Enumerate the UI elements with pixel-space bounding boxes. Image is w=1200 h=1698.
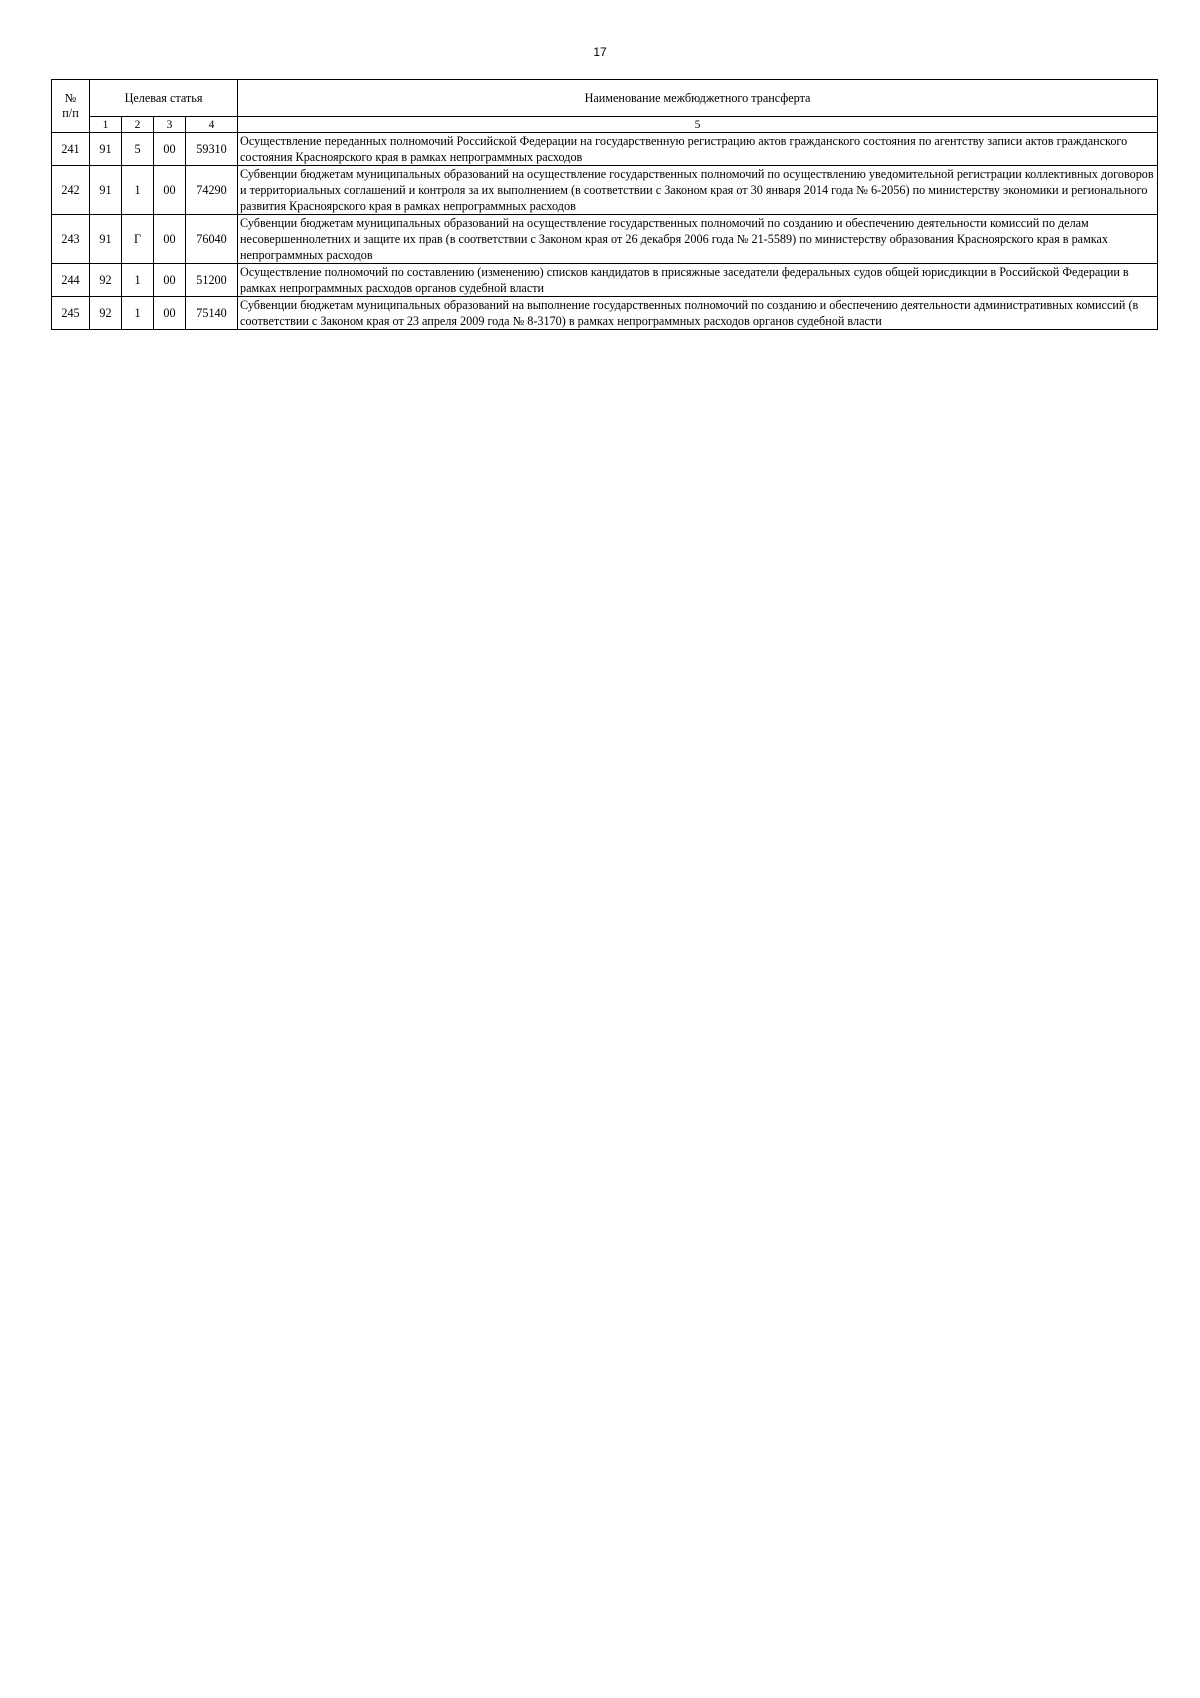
target-code-4: 59310 [186,133,238,166]
col-index: 1 [90,117,122,133]
row-num: 243 [52,215,90,264]
target-code-2: Г [122,215,154,264]
header-num-line2: п/п [62,106,79,120]
transfer-name: Субвенции бюджетам муниципальных образований на выполнение государственных полномочий по созданию и обеспечению деятельности административных комиссий (в соответствии с Законом края от 23 апреля 2009 года № 8-3170) в рамках непрограммных расходов органов судебной власти [238,297,1158,330]
row-num: 242 [52,166,90,215]
target-code-4: 74290 [186,166,238,215]
target-code-2: 5 [122,133,154,166]
target-code-2: 1 [122,166,154,215]
target-code-4: 76040 [186,215,238,264]
target-code-2: 1 [122,297,154,330]
target-code-3: 00 [154,166,186,215]
target-code-1: 91 [90,166,122,215]
transfer-name: Субвенции бюджетам муниципальных образований на осуществление государственных полномочий по осуществлению уведомительной регистрации коллективных договоров и территориальных соглашений и контроля за их выполнением (в соответствии с Законом края от 30 января 2014 года № 6-2056) по министерству экономики и регионального развития Красноярского края в рамках непрограммных расходов [238,166,1158,215]
col-index: 3 [154,117,186,133]
target-code-1: 91 [90,215,122,264]
row-num: 244 [52,264,90,297]
target-code-1: 91 [90,133,122,166]
transfer-name: Субвенции бюджетам муниципальных образований на осуществление государственных полномочий по созданию и обеспечению деятельности комиссий по делам несовершеннолетних и защите их прав (в соответствии с Законом края от 26 декабря 2006 года № 21-5589) по министерству образования Красноярского края в рамках непрограммных расходов [238,215,1158,264]
target-code-3: 00 [154,264,186,297]
target-code-4: 75140 [186,297,238,330]
col-index: 2 [122,117,154,133]
table-row [52,297,1158,330]
table-row [52,215,1158,264]
target-code-3: 00 [154,133,186,166]
row-num: 241 [52,133,90,166]
page-number: 17 [593,45,607,59]
target-code-3: 00 [154,215,186,264]
header-num [52,80,90,133]
transfer-name: Осуществление полномочий по составлению (изменению) списков кандидатов в присяжные заседатели федеральных судов общей юрисдикции в Российской Федерации в рамках непрограммных расходов органов судебной власти [238,264,1158,297]
target-code-1: 92 [90,264,122,297]
table-row [52,264,1158,297]
header-transfer-name: Наименование межбюджетного трансферта [238,80,1158,117]
col-index: 4 [186,117,238,133]
table-header-row [52,80,1158,117]
row-num: 245 [52,297,90,330]
col-index: 5 [238,117,1158,133]
table-index-row [52,117,1158,133]
target-code-2: 1 [122,264,154,297]
transfer-name: Осуществление переданных полномочий Российской Федерации на государственную регистрацию актов гражданского состояния по агентству записи актов гражданского состояния Красноярского края в рамках непрограммных расходов [238,133,1158,166]
header-target-article: Целевая статья [90,80,238,117]
header-num-line1: № [64,91,77,105]
target-code-1: 92 [90,297,122,330]
target-code-4: 51200 [186,264,238,297]
table-row [52,133,1158,166]
table-row [52,166,1158,215]
transfers-table [51,79,1158,330]
target-code-3: 00 [154,297,186,330]
